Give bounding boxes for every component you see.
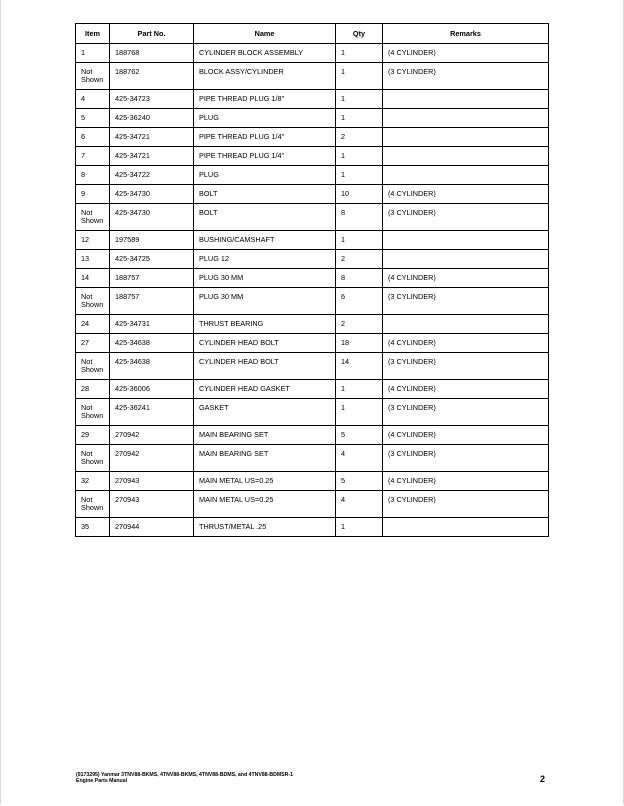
table-row <box>76 90 549 109</box>
cell-remarks: (3 CYLINDER) <box>383 204 549 231</box>
cell-item: 32 <box>76 472 110 491</box>
footer-title: (9173295) Yanmar 3TNV88-BKMS, 4TNV88-BKMS, 4TNV88-BDMS, and 4TNV88-BDMSR-1 <box>76 772 293 778</box>
cell-part-no: 425-34721 <box>110 147 194 166</box>
cell-qty: 4 <box>336 445 383 472</box>
cell-qty: 1 <box>336 380 383 399</box>
cell-item: Not Shown <box>76 288 110 315</box>
cell-name: PLUG 12 <box>194 250 336 269</box>
cell-name: CYLINDER HEAD GASKET <box>194 380 336 399</box>
cell-name: MAIN BEARING SET <box>194 445 336 472</box>
cell-part-no: 425-34638 <box>110 334 194 353</box>
cell-name: PLUG <box>194 109 336 128</box>
cell-item: 4 <box>76 90 110 109</box>
cell-name: THRUST/METAL .25 <box>194 518 336 537</box>
cell-part-no: 425-34730 <box>110 204 194 231</box>
page-number: 2 <box>539 774 545 784</box>
cell-qty: 5 <box>336 472 383 491</box>
table-row <box>76 250 549 269</box>
cell-qty: 1 <box>336 109 383 128</box>
cell-remarks: (3 CYLINDER) <box>383 399 549 426</box>
table-row <box>76 491 549 518</box>
cell-remarks <box>383 518 549 537</box>
table-row <box>76 44 549 63</box>
cell-part-no: 425-34731 <box>110 315 194 334</box>
table-row <box>76 426 549 445</box>
table-row <box>76 128 549 147</box>
cell-item: 28 <box>76 380 110 399</box>
document-footer <box>76 772 293 784</box>
cell-item: 12 <box>76 231 110 250</box>
cell-part-no: 425-36006 <box>110 380 194 399</box>
table-row <box>76 204 549 231</box>
cell-part-no: 188762 <box>110 63 194 90</box>
table-row <box>76 166 549 185</box>
cell-remarks: (4 CYLINDER) <box>383 334 549 353</box>
cell-part-no: 270943 <box>110 472 194 491</box>
cell-part-no: 425-34723 <box>110 90 194 109</box>
cell-item: 1 <box>76 44 110 63</box>
table-row <box>76 288 549 315</box>
cell-qty: 1 <box>336 147 383 166</box>
cell-item: 27 <box>76 334 110 353</box>
cell-remarks <box>383 128 549 147</box>
cell-name: CYLINDER BLOCK ASSEMBLY <box>194 44 336 63</box>
cell-item: Not Shown <box>76 63 110 90</box>
cell-remarks: (4 CYLINDER) <box>383 44 549 63</box>
cell-part-no: 425-34730 <box>110 185 194 204</box>
cell-name: MAIN BEARING SET <box>194 426 336 445</box>
cell-qty: 1 <box>336 231 383 250</box>
cell-name: BLOCK ASSY/CYLINDER <box>194 63 336 90</box>
cell-item: Not Shown <box>76 353 110 380</box>
cell-name: CYLINDER HEAD BOLT <box>194 334 336 353</box>
cell-item: Not Shown <box>76 445 110 472</box>
parts-table <box>75 23 549 537</box>
cell-name: PIPE THREAD PLUG 1/4" <box>194 147 336 166</box>
table-row <box>76 399 549 426</box>
cell-name: PIPE THREAD PLUG 1/4" <box>194 128 336 147</box>
table-row <box>76 353 549 380</box>
cell-part-no: 188757 <box>110 288 194 315</box>
cell-remarks: (3 CYLINDER) <box>383 491 549 518</box>
cell-name: MAIN METAL US=0.25 <box>194 491 336 518</box>
table-row <box>76 63 549 90</box>
cell-remarks <box>383 315 549 334</box>
header-item: Item <box>76 24 110 44</box>
cell-item: Not Shown <box>76 491 110 518</box>
cell-qty: 8 <box>336 204 383 231</box>
cell-remarks <box>383 90 549 109</box>
cell-qty: 1 <box>336 166 383 185</box>
header-name: Name <box>194 24 336 44</box>
cell-remarks: (3 CYLINDER) <box>383 63 549 90</box>
cell-qty: 1 <box>336 44 383 63</box>
cell-part-no: 425-36240 <box>110 109 194 128</box>
cell-remarks: (4 CYLINDER) <box>383 472 549 491</box>
cell-part-no: 425-34725 <box>110 250 194 269</box>
cell-remarks: (3 CYLINDER) <box>383 288 549 315</box>
header-part-no: Part No. <box>110 24 194 44</box>
cell-item: 24 <box>76 315 110 334</box>
cell-remarks: (4 CYLINDER) <box>383 380 549 399</box>
cell-remarks <box>383 231 549 250</box>
cell-part-no: 188757 <box>110 269 194 288</box>
cell-name: PLUG 30 MM <box>194 288 336 315</box>
cell-part-no: 425-34722 <box>110 166 194 185</box>
footer-subtitle: Engine Parts Manual <box>76 778 128 784</box>
cell-qty: 1 <box>336 399 383 426</box>
table-header-row <box>76 24 549 44</box>
cell-name: GASKET <box>194 399 336 426</box>
cell-item: 14 <box>76 269 110 288</box>
cell-name: PLUG <box>194 166 336 185</box>
cell-name: BUSHING/CAMSHAFT <box>194 231 336 250</box>
cell-part-no: 270943 <box>110 491 194 518</box>
table-row <box>76 380 549 399</box>
header-remarks: Remarks <box>383 24 549 44</box>
cell-part-no: 425-34638 <box>110 353 194 380</box>
cell-qty: 4 <box>336 491 383 518</box>
cell-qty: 5 <box>336 426 383 445</box>
cell-remarks: (4 CYLINDER) <box>383 269 549 288</box>
cell-remarks <box>383 147 549 166</box>
table-row <box>76 269 549 288</box>
cell-qty: 1 <box>336 518 383 537</box>
cell-name: PIPE THREAD PLUG 1/8" <box>194 90 336 109</box>
table-row <box>76 334 549 353</box>
cell-remarks <box>383 109 549 128</box>
cell-remarks <box>383 166 549 185</box>
cell-item: 35 <box>76 518 110 537</box>
cell-qty: 18 <box>336 334 383 353</box>
cell-item: 6 <box>76 128 110 147</box>
table-row <box>76 109 549 128</box>
cell-part-no: 270942 <box>110 445 194 472</box>
table-row <box>76 185 549 204</box>
table-row <box>76 472 549 491</box>
parts-table-body <box>76 44 549 537</box>
cell-name: PLUG 30 MM <box>194 269 336 288</box>
cell-qty: 14 <box>336 353 383 380</box>
cell-part-no: 425-34721 <box>110 128 194 147</box>
cell-qty: 2 <box>336 315 383 334</box>
cell-item: Not Shown <box>76 399 110 426</box>
table-row <box>76 231 549 250</box>
cell-qty: 1 <box>336 90 383 109</box>
header-qty: Qty <box>336 24 383 44</box>
cell-qty: 2 <box>336 250 383 269</box>
cell-part-no: 270944 <box>110 518 194 537</box>
cell-qty: 10 <box>336 185 383 204</box>
cell-part-no: 188768 <box>110 44 194 63</box>
cell-name: CYLINDER HEAD BOLT <box>194 353 336 380</box>
cell-name: THRUST BEARING <box>194 315 336 334</box>
table-row <box>76 147 549 166</box>
cell-remarks: (4 CYLINDER) <box>383 426 549 445</box>
cell-part-no: 270942 <box>110 426 194 445</box>
cell-remarks: (3 CYLINDER) <box>383 353 549 380</box>
cell-qty: 2 <box>336 128 383 147</box>
cell-qty: 8 <box>336 269 383 288</box>
cell-name: BOLT <box>194 185 336 204</box>
cell-qty: 6 <box>336 288 383 315</box>
cell-remarks: (4 CYLINDER) <box>383 185 549 204</box>
cell-item: 9 <box>76 185 110 204</box>
cell-item: Not Shown <box>76 204 110 231</box>
cell-item: 8 <box>76 166 110 185</box>
cell-qty: 1 <box>336 63 383 90</box>
cell-item: 5 <box>76 109 110 128</box>
cell-name: MAIN METAL US=0.25 <box>194 472 336 491</box>
cell-item: 29 <box>76 426 110 445</box>
cell-part-no: 425-36241 <box>110 399 194 426</box>
table-row <box>76 445 549 472</box>
cell-remarks: (3 CYLINDER) <box>383 445 549 472</box>
cell-part-no: 197589 <box>110 231 194 250</box>
cell-item: 7 <box>76 147 110 166</box>
table-row <box>76 315 549 334</box>
cell-item: 13 <box>76 250 110 269</box>
cell-remarks <box>383 250 549 269</box>
table-row <box>76 518 549 537</box>
cell-name: BOLT <box>194 204 336 231</box>
